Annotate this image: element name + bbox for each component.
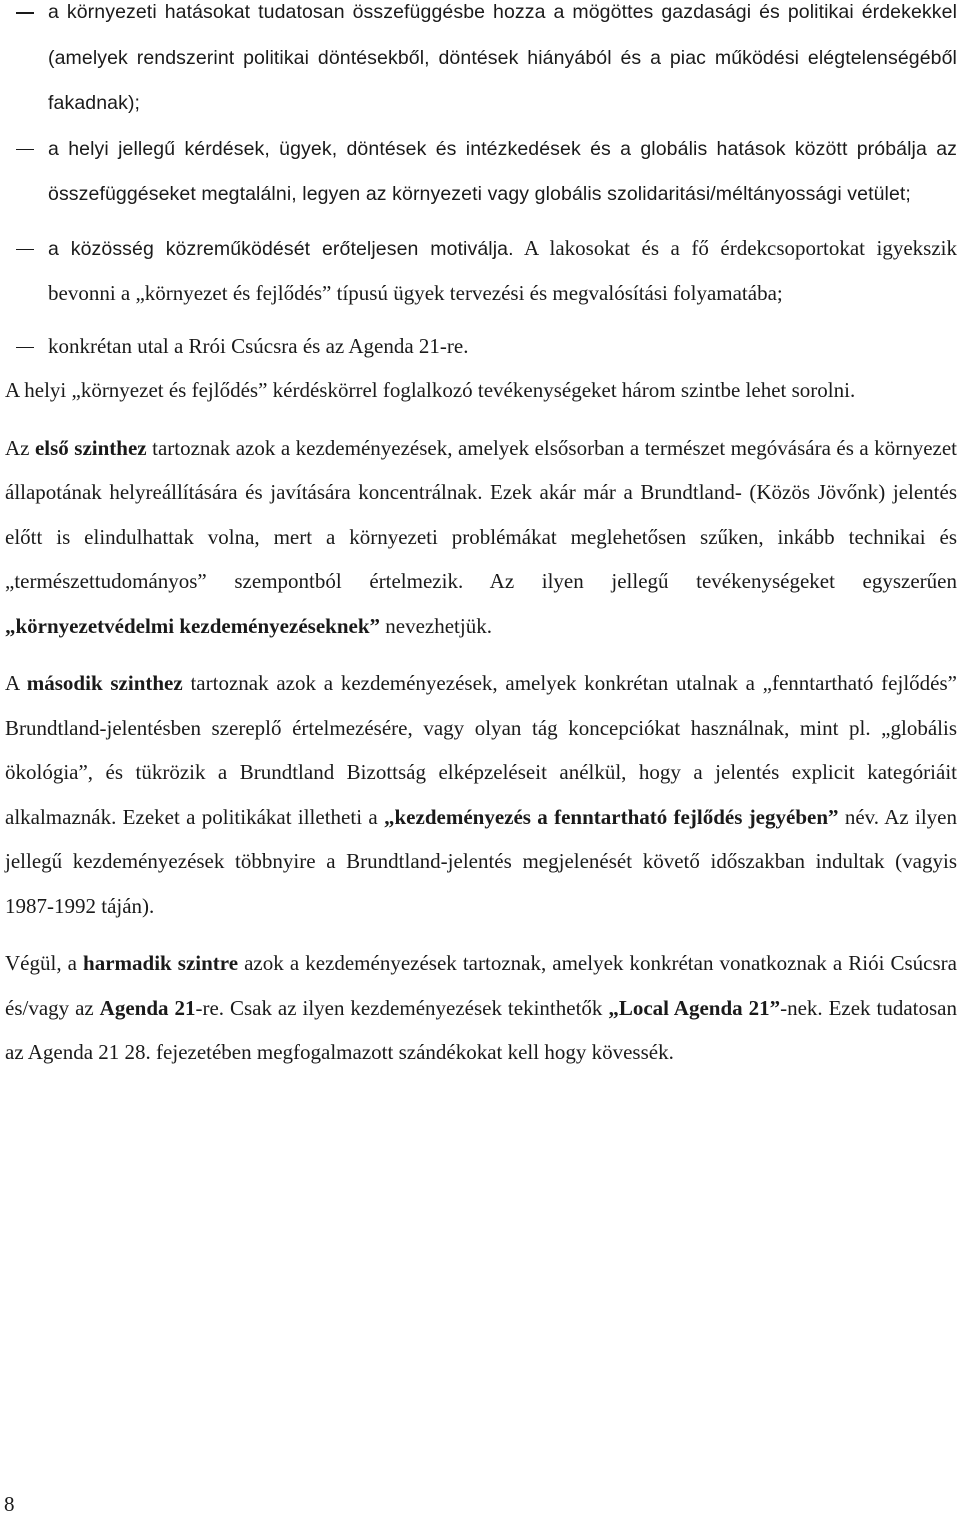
p3-seg-6: „Local Agenda 21” bbox=[608, 995, 781, 1020]
paragraph-intro-text: A helyi „környezet és fejlődés” kérdéskörrel foglalkozó tevékenységeket három szintbe lehet sorolni. bbox=[5, 378, 856, 402]
p1-seg-3: tartoznak azok a kezdeményezések, amelyek elsősorban a természet megóvására és a környezet állapotának helyreállítására és javítására koncentrálnak. Ezek akár már a Brundtland- (Közös Jövőnk) jelentés előtt is elindulhattak volna, mert a környezeti problémákat meglehetősen szűken, inkább technikai és „természettudományos” szempontból értelmezik. Az ilyen jellegű tevékenységeket egyszerűen bbox=[5, 435, 957, 593]
document-page bbox=[5, 0, 957, 1075]
p1-seg-1: Az bbox=[5, 435, 35, 460]
bullet-item-4 bbox=[5, 324, 957, 369]
p2-seg-2: második szinthez bbox=[26, 671, 183, 695]
paragraph-second-level bbox=[5, 661, 957, 928]
p3-seg-3: azok a kezdeményezések tartoznak, amelyek konkrétan vonatkoznak a Riói Csúcsra és/vagy az bbox=[5, 951, 957, 1020]
p2-seg-4: „kezdeményezés a fenntartható fejlődés jegyében” bbox=[384, 804, 839, 829]
page-number: 8 bbox=[4, 1492, 15, 1516]
paragraph-first-level bbox=[5, 426, 957, 649]
p2-seg-5: név. Az ilyen jellegű kezdeményezések többnyire a Brundtland-jelentés megjelenését követő időszakban indultak (vagyis 1987-1992 táján). bbox=[5, 804, 957, 918]
paragraph-intro bbox=[5, 368, 957, 413]
p2-seg-1: A bbox=[5, 671, 27, 695]
bullet-4-text-1: konkrétan utal a Rrói Csúcsra és az Agenda 21-re. bbox=[48, 333, 469, 358]
p3-seg-1: Végül, a bbox=[5, 951, 84, 975]
p1-seg-2: első szinthez bbox=[34, 435, 147, 460]
p3-seg-4: Agenda 21 bbox=[99, 995, 196, 1020]
bullet-list bbox=[5, 0, 957, 368]
bullet-2-text-1: a helyi jellegű kérdések, ügyek, döntések és intézkedések és a globális hatások között próbálja az összefüggéseket megtalálni, legyen az környezeti vagy globális szolidaritási/méltányossági vetület; bbox=[48, 137, 957, 205]
paragraph-third-level bbox=[5, 941, 957, 1075]
bullet-item-1 bbox=[5, 0, 957, 126]
bullet-3-text-2: A lakosokat és a fő érdekcsoportokat igyekszik bevonni a „környezet és fejlődés” típusú ügyek tervezési és megvalósítási folyamatába; bbox=[48, 235, 957, 305]
bullet-3-text-1: a közösség közreműködését erőteljesen motiválja. bbox=[48, 237, 514, 260]
p3-seg-7: -nek. Ezek tudatosan az Agenda 21 28. fejezetében megfogalmazott szándékokat kell hogy kövessék. bbox=[5, 995, 957, 1064]
p3-seg-2: harmadik szintre bbox=[83, 951, 239, 975]
p1-seg-4: „környezetvédelmi kezdeményezéseknek” bbox=[5, 613, 380, 638]
bullet-item-3 bbox=[5, 226, 957, 316]
p2-seg-3: tartoznak azok a kezdeményezések, amelyek konkrétan utalnak a „fenntartható fejlődés” Brundtland-jelentésben szereplő értelmezésére, vagy olyan tág koncepciókat használnak, mint pl. „globális ökológia”, és tükrözik a Brundtland Bizottság elképzeléseit anélkül, hogy a jelentés explicit kategóriáit alkalmaznák. Ezeket a politikákat illetheti a bbox=[5, 671, 957, 829]
p3-seg-5: -re. Csak az ilyen kezdeményezések tekinthetők bbox=[195, 995, 609, 1020]
bullet-1-text-1: a környezeti hatásokat tudatosan összefüggésbe hozza a mögöttes gazdasági és politikai érdekekkel (amelyek rendszerint politikai döntésekből, döntések hiányából és a piac működési elégtelenségéből fakadnak); bbox=[48, 1, 957, 114]
bullet-item-2 bbox=[5, 126, 957, 217]
p1-seg-5: nevezhetjük. bbox=[380, 613, 492, 638]
